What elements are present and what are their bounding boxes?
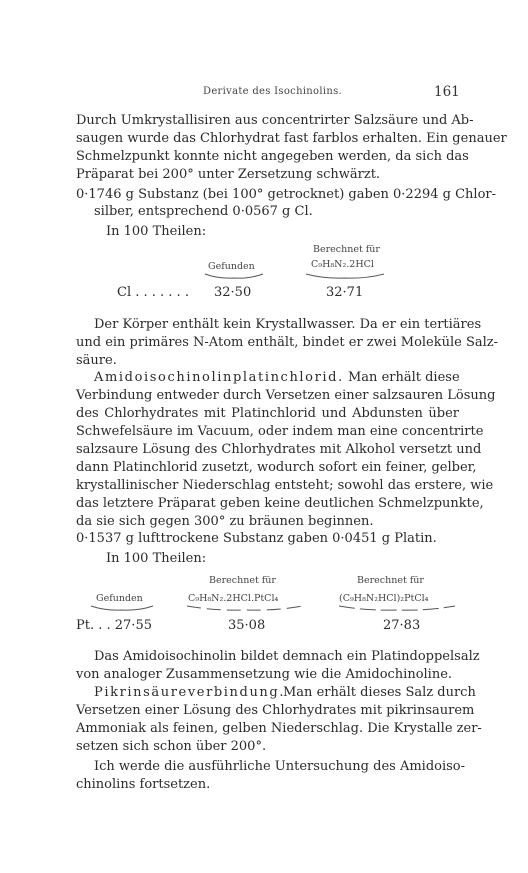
text-line: Durch Umkrystallisiren aus concentrirter Salzsäure und Ab-: [76, 113, 474, 128]
calc1-value: 35·08: [228, 618, 266, 633]
text-line: Versetzen einer Lösung des Chlorhydrates mit pikrinsaurem: [76, 703, 475, 718]
analysis-line: silber, entsprechend 0·0567 g Cl.: [94, 204, 313, 219]
text-line: des Chlorhydrates mit Platinchlorid und Abdunsten über: [76, 406, 459, 421]
calc2-formula: (C₉H₈N₂HCl)₂PtCl₄: [339, 593, 429, 604]
section-heading: [94, 369, 344, 386]
text-line: dann Platinchlorid zusetzt, wodurch sofort ein feiner, gelber,: [76, 460, 477, 475]
text-line: Das Amidoisochinolin bildet demnach ein Platindoppelsalz: [94, 649, 480, 664]
calc1-brace: [186, 604, 304, 612]
calc-value: 32·71: [326, 285, 364, 300]
text-line: krystallinischer Niederschlag entsteht; sowohl das erstere, wie: [76, 478, 494, 493]
text-line: salzsaure Lösung des Chlorhydrates mit Alkohol versetzt und: [76, 442, 482, 457]
text-line: Man erhält dieses Salz durch: [283, 685, 476, 700]
found-brace: [90, 604, 154, 612]
found-column-header: Gefunden: [208, 261, 255, 272]
running-header: [0, 84, 528, 102]
text-line: chinolins fortsetzen.: [76, 777, 211, 792]
found-column-header: Gefunden: [96, 593, 143, 604]
text-line: von analoger Zusammensetzung wie die Amidochinoline.: [76, 667, 453, 682]
calc-brace: [305, 272, 385, 280]
calc2-label: Berechnet für: [357, 575, 424, 586]
calc2-brace: [338, 604, 456, 612]
text-line: und ein primäres N-Atom enthält, bindet er zwei Moleküle Salz-: [76, 335, 499, 350]
found-value: 32·50: [214, 285, 252, 300]
running-title: Derivate des Isochinolins.: [203, 86, 343, 97]
found-brace: [204, 272, 264, 280]
text-line: Präparat bei 200° unter Zersetzung schwärzt.: [76, 167, 381, 182]
per-100-label: In 100 Theilen:: [106, 224, 207, 239]
text-line: säure.: [76, 353, 117, 368]
text-line: Ich werde die ausführliche Untersuchung des Amidoiso-: [94, 759, 466, 774]
section-heading: [94, 684, 285, 701]
text-line: Ammoniak als feinen, gelben Niederschlag. Die Krystalle zer-: [76, 721, 482, 736]
text-line: Der Körper enthält kein Krystallwasser. Da er ein tertiäres: [94, 317, 482, 332]
text-line: Schwefelsäure im Vacuum, oder indem man eine concentrirte: [76, 424, 484, 439]
analysis-line: 0·1537 g lufttrockene Substanz gaben 0·0451 g Platin.: [76, 531, 437, 546]
heading-spaced: Pikrinsäureverbindung.: [94, 685, 286, 700]
row-label: Cl . . . . . . .: [117, 285, 189, 300]
per-100-label: In 100 Theilen:: [106, 551, 207, 566]
calc1-label: Berechnet für: [209, 575, 276, 586]
text-line: Verbindung entweder durch Versetzen einer salzsauren Lösung: [76, 388, 496, 403]
page-number: 161: [434, 84, 460, 100]
text-line: Schmelzpunkt konnte nicht angegeben werden, da sich das: [76, 149, 469, 164]
calc2-value: 27·83: [383, 618, 421, 633]
text-line: das letztere Präparat geben keine deutlichen Schmelzpunkte,: [76, 496, 484, 511]
calc-label: Berechnet für: [313, 244, 380, 255]
text-line: Man erhält diese: [348, 370, 460, 385]
calc1-formula: C₉H₈N₂.2HCl.PtCl₄: [188, 593, 279, 604]
heading-spaced: Amidoisochinolinplatinchlorid.: [94, 370, 344, 385]
analysis-line: 0·1746 g Substanz (bei 100° getrocknet) gaben 0·2294 g Chlor-: [76, 187, 497, 202]
text-line: setzen sich schon über 200°.: [76, 739, 267, 754]
text-line: da sie sich gegen 300° zu bräunen beginnen.: [76, 514, 374, 529]
calc-formula: C₉H₈N₂.2HCl: [311, 259, 374, 270]
text-line: saugen wurde das Chlorhydrat fast farblos erhalten. Ein genauer: [76, 131, 507, 146]
found-value: Pt. . . 27·55: [76, 618, 152, 633]
